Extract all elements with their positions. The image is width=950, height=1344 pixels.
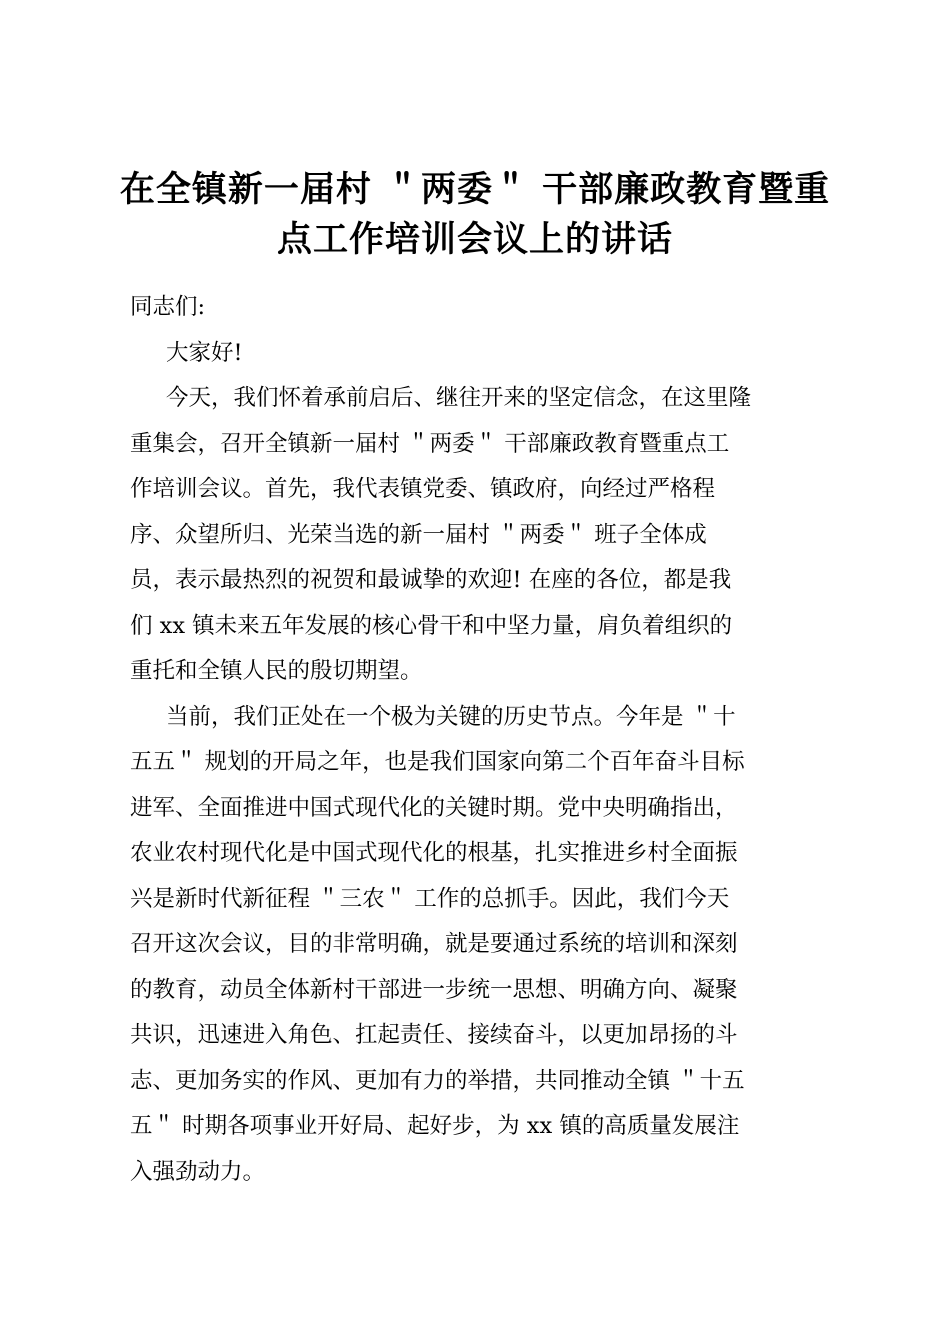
paragraph-line: 召开这次会议，目的非常明确，就是要通过系统的培训和深刻 xyxy=(130,931,738,957)
paragraph-line: 重托和全镇人民的殷切期望。 xyxy=(130,658,423,684)
paragraph-line: 五五＂ 规划的开局之年，也是我们国家向第二个百年奋斗目标 xyxy=(130,749,745,775)
salutation: 同志们: xyxy=(130,294,206,320)
paragraph-2 xyxy=(130,695,830,1196)
paragraph-line: 今天，我们怀着承前启后、继往开来的坚定信念，在这里隆 xyxy=(166,385,752,411)
document-title xyxy=(110,165,840,265)
paragraph-line: 作培训会议。首先，我代表镇党委、镇政府，向经过严格程 xyxy=(130,476,716,502)
title-line-1: 在全镇新一届村 ＂两委＂ 干部廉政教育暨重 xyxy=(119,169,831,210)
paragraph-line: 入强劲动力。 xyxy=(130,1158,266,1185)
paragraph-line: 们 xx 镇未来五年发展的核心骨干和中坚力量，肩负着组织的 xyxy=(130,612,733,639)
greeting: 大家好! xyxy=(166,339,243,366)
paragraph-line: 志、更加务实的作风、更加有力的举措，共同推动全镇 ＂十五 xyxy=(130,1067,745,1094)
paragraph-line: 当前，我们正处在一个极为关键的历史节点。今年是 ＂十 xyxy=(166,703,736,730)
title-line-2: 点工作培训会议上的讲话 xyxy=(276,219,673,260)
paragraph-line: 的教育，动员全体新村干部进一步统一思想、明确方向、凝聚 xyxy=(130,976,738,1003)
paragraph-line: 兴是新时代新征程 ＂三农＂ 工作的总抓手。因此，我们今天 xyxy=(130,885,730,912)
paragraph-line: 农业农村现代化是中国式现代化的根基，扎实推进乡村全面振 xyxy=(130,840,738,866)
paragraph-line: 序、众望所归、光荣当选的新一届村 ＂两委＂ 班子全体成 xyxy=(130,521,707,548)
paragraph-1 xyxy=(130,376,830,695)
paragraph-line: 共识，迅速进入角色、扛起责任、接续奋斗，以更加昂扬的斗 xyxy=(130,1022,738,1048)
document-body xyxy=(130,285,830,1195)
paragraph-line: 五＂ 时期各项事业开好局、起好步，为 xx 镇的高质量发展注 xyxy=(130,1113,740,1139)
paragraph-line: 重集会，召开全镇新一届村 ＂两委＂ 干部廉政教育暨重点工 xyxy=(130,430,730,457)
paragraph-line: 员，表示最热烈的祝贺和最诚挚的欢迎! 在座的各位，都是我 xyxy=(130,567,732,593)
paragraph-line: 进军、全面推进中国式现代化的关键时期。党中央明确指出， xyxy=(130,794,738,821)
